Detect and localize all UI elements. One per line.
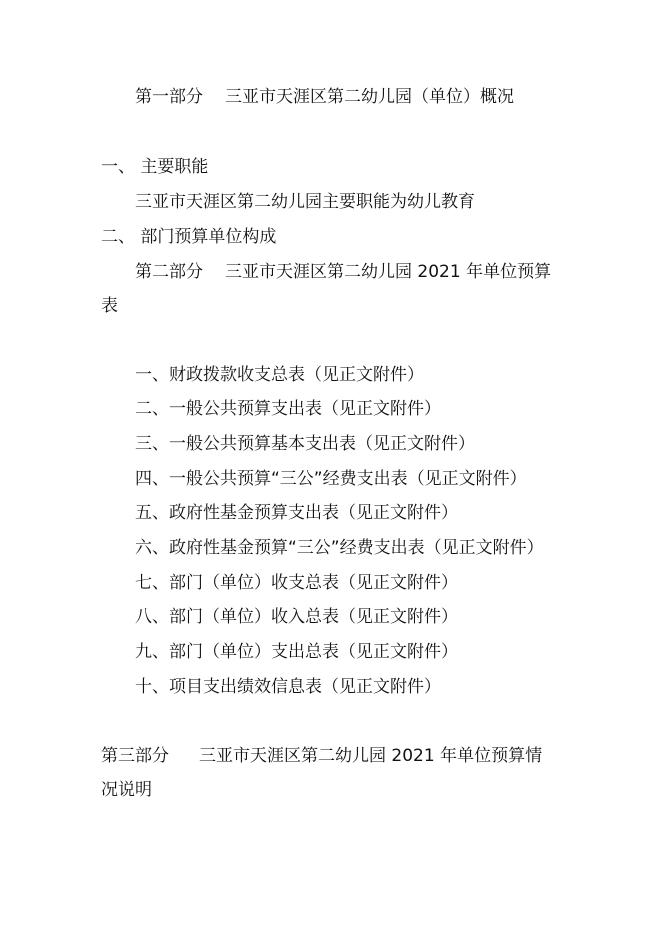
part2-title-line2: 表 [101, 296, 118, 316]
table-item-3: 三、一般公共预算基本支出表（见正文附件） [135, 434, 475, 454]
part1-label: 第一部分 [135, 87, 203, 107]
table-item-6: 六、政府性基金预算“三公”经费支出表（见正文附件） [135, 538, 544, 558]
part3-title-line2: 况说明 [101, 780, 152, 800]
part3-heading [101, 745, 542, 767]
part1-title: 三亚市天涯区第二幼儿园（单位）概况 [225, 87, 514, 107]
part2-title-line1: 三亚市天涯区第二幼儿园 2021 年单位预算 [225, 262, 552, 282]
table-item-9: 九、部门（单位）支出总表（见正文附件） [135, 642, 458, 662]
part1-heading [135, 86, 514, 108]
table-item-7: 七、部门（单位）收支总表（见正文附件） [135, 573, 458, 593]
part3-label: 第三部分 [101, 746, 169, 766]
part2-heading [135, 261, 551, 283]
table-item-4: 四、一般公共预算“三公”经费支出表（见正文附件） [135, 469, 527, 489]
table-item-5: 五、政府性基金预算支出表（见正文附件） [135, 503, 458, 523]
part2-label: 第二部分 [135, 262, 203, 282]
section1-heading: 一、 主要职能 [101, 157, 209, 177]
table-item-8: 八、部门（单位）收入总表（见正文附件） [135, 607, 458, 627]
section2-heading: 二、 部门预算单位构成 [101, 227, 277, 247]
table-item-10: 十、项目支出绩效信息表（见正文附件） [135, 677, 441, 697]
part3-title-line1: 三亚市天涯区第二幼儿园 2021 年单位预算情 [199, 746, 543, 766]
table-item-2: 二、一般公共预算支出表（见正文附件） [135, 399, 441, 419]
section1-body: 三亚市天涯区第二幼儿园主要职能为幼儿教育 [135, 192, 475, 212]
table-item-1: 一、财政拨款收支总表（见正文附件） [135, 365, 424, 385]
